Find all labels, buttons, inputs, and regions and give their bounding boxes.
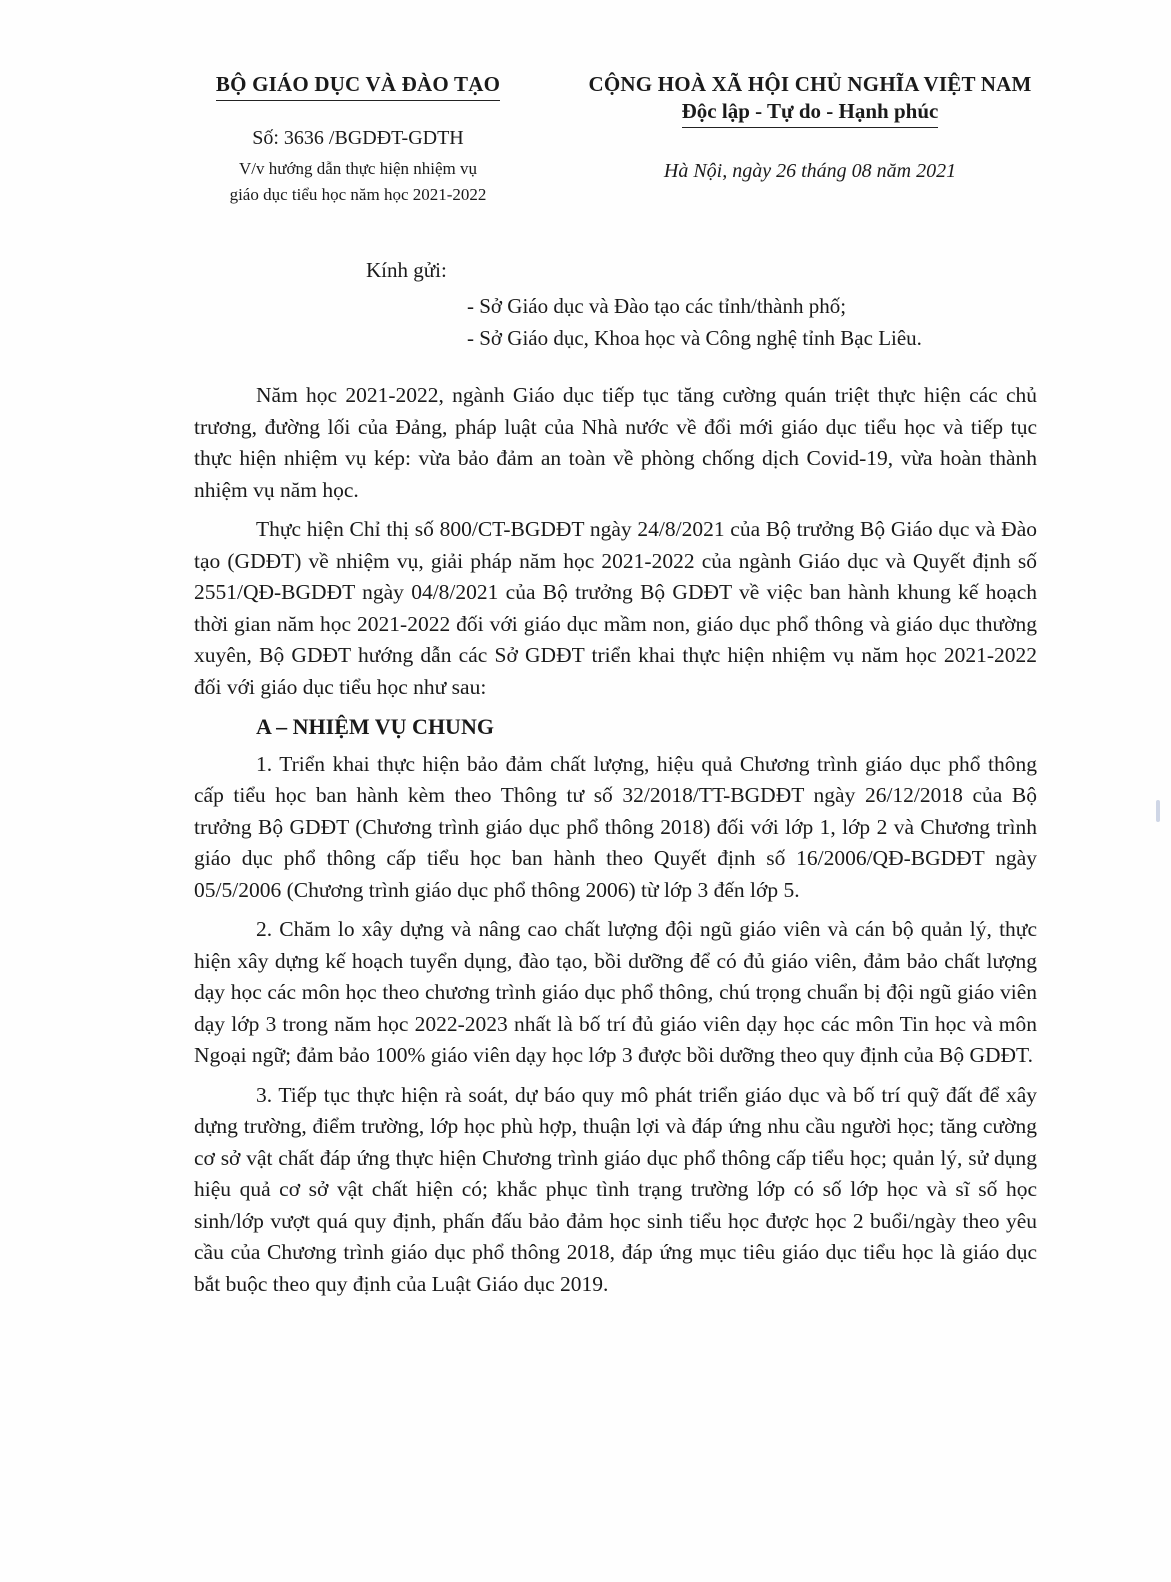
task-item-2: 2. Chăm lo xây dựng và nâng cao chất lượng đội ngũ giáo viên và cán bộ quản lý, thực hiện xây dựng kế hoạch tuyển dụng, đào tạo, bồi dưỡng để có đủ giáo viên, đảm bảo chất lượng dạy học các môn học theo chương trình giáo dục phổ thông, chú trọng chuẩn bị đội ngũ giáo viên dạy lớp 3 trong năm học 2022-2023 nhất là bố trí đủ giáo viên dạy học các môn Tin học và môn Ngoại ngữ; đảm bảo 100% giáo viên dạy học lớp 3 được bồi dưỡng theo quy định của Bộ GDĐT.: [194, 917, 1037, 1067]
document-number: Số: 3636 /BGDĐT-GDTH: [252, 127, 464, 149]
recipients-list: [467, 290, 922, 354]
recipient-item: - Sở Giáo dục, Khoa học và Công nghệ tỉnh Bạc Liêu.: [467, 326, 922, 350]
document-subject: [178, 156, 538, 208]
scan-artifact: [1156, 800, 1160, 822]
subject-line-2: giáo dục tiểu học năm học 2021-2022: [229, 185, 487, 204]
intro-paragraph: Năm học 2021-2022, ngành Giáo dục tiếp tục tăng cường quán triệt thực hiện các chủ trương, đường lối của Đảng, pháp luật của Nhà nước về đổi mới giáo dục tiểu học và tiếp tục thực hiện nhiệm vụ kép: vừa bảo đảm an toàn về phòng chống dịch Covid-19, vừa hoàn thành nhiệm vụ năm học.: [194, 383, 1037, 502]
task-item-3: 3. Tiếp tục thực hiện rà soát, dự báo quy mô phát triển giáo dục và bố trí quỹ đất để xây dựng trường, điểm trường, lớp học phù hợp, thuận lợi và đáp ứng nhu cầu người học; tăng cường cơ sở vật chất đáp ứng thực hiện Chương trình giáo dục phổ thông cấp tiểu học; quản lý, sử dụng hiệu quả cơ sở vật chất hiện có; khắc phục tình trạng trường lớp có số lớp học và sĩ số học sinh/lớp vượt quá quy định, phấn đấu bảo đảm học sinh tiểu học được học 2 buổi/ngày theo yêu cầu của Chương trình giáo dục phổ thông 2018, đáp ứng mục tiêu giáo dục tiểu học là giáo dục bắt buộc theo quy định của Luật Giáo dục 2019.: [194, 1082, 1037, 1296]
basis-paragraph: Thực hiện Chỉ thị số 800/CT-BGDĐT ngày 24/8/2021 của Bộ trưởng Bộ Giáo dục và Đào tạo (GDĐT) về nhiệm vụ, giải pháp năm học 2021-2022 của ngành Giáo dục và Quyết định số 2551/QĐ-BGDĐT ngày 04/8/2021 của Bộ trưởng Bộ GDĐT về việc ban hành khung kế hoạch thời gian năm học 2021-2022 đối với giáo dục mầm non, giáo dục phổ thông và giáo dục thường xuyên, Bộ GDĐT hướng dẫn các Sở GDĐT triển khai thực hiện nhiệm vụ năm học 2021-2022 đối với giáo dục tiểu học như sau:: [194, 517, 1037, 699]
recipient-item: - Sở Giáo dục và Đào tạo các tỉnh/thành phố;: [467, 294, 847, 318]
recipients-label: Kính gửi:: [366, 258, 447, 282]
republic-name: CỘNG HOÀ XÃ HỘI CHỦ NGHĨA VIỆT NAM: [588, 72, 1032, 96]
subject-line-1: V/v hướng dẫn thực hiện nhiệm vụ: [239, 159, 477, 178]
national-motto: Độc lập - Tự do - Hạnh phúc: [682, 99, 939, 128]
document-body: [194, 380, 1037, 1308]
issuer-block: [178, 72, 538, 208]
place-and-date: Hà Nội, ngày 26 tháng 08 năm 2021: [663, 160, 957, 182]
national-header-block: [560, 72, 1060, 183]
ministry-name: BỘ GIÁO DỤC VÀ ĐÀO TẠO: [216, 72, 500, 101]
section-a-heading: A – NHIỆM VỤ CHUNG: [256, 714, 494, 739]
task-item-1: 1. Triển khai thực hiện bảo đảm chất lượng, hiệu quả Chương trình giáo dục phổ thông cấp tiểu học ban hành kèm theo Thông tư số 32/2018/TT-BGDĐT ngày 26/12/2018 của Bộ trưởng Bộ GDĐT (Chương trình giáo dục phổ thông 2018) đối với lớp 1, lớp 2 và Chương trình giáo dục phổ thông cấp tiểu học ban hành theo Quyết định số 16/2006/QĐ-BGDĐT ngày 05/5/2006 (Chương trình giáo dục phổ thông 2006) từ lớp 3 đến lớp 5.: [194, 751, 1037, 902]
